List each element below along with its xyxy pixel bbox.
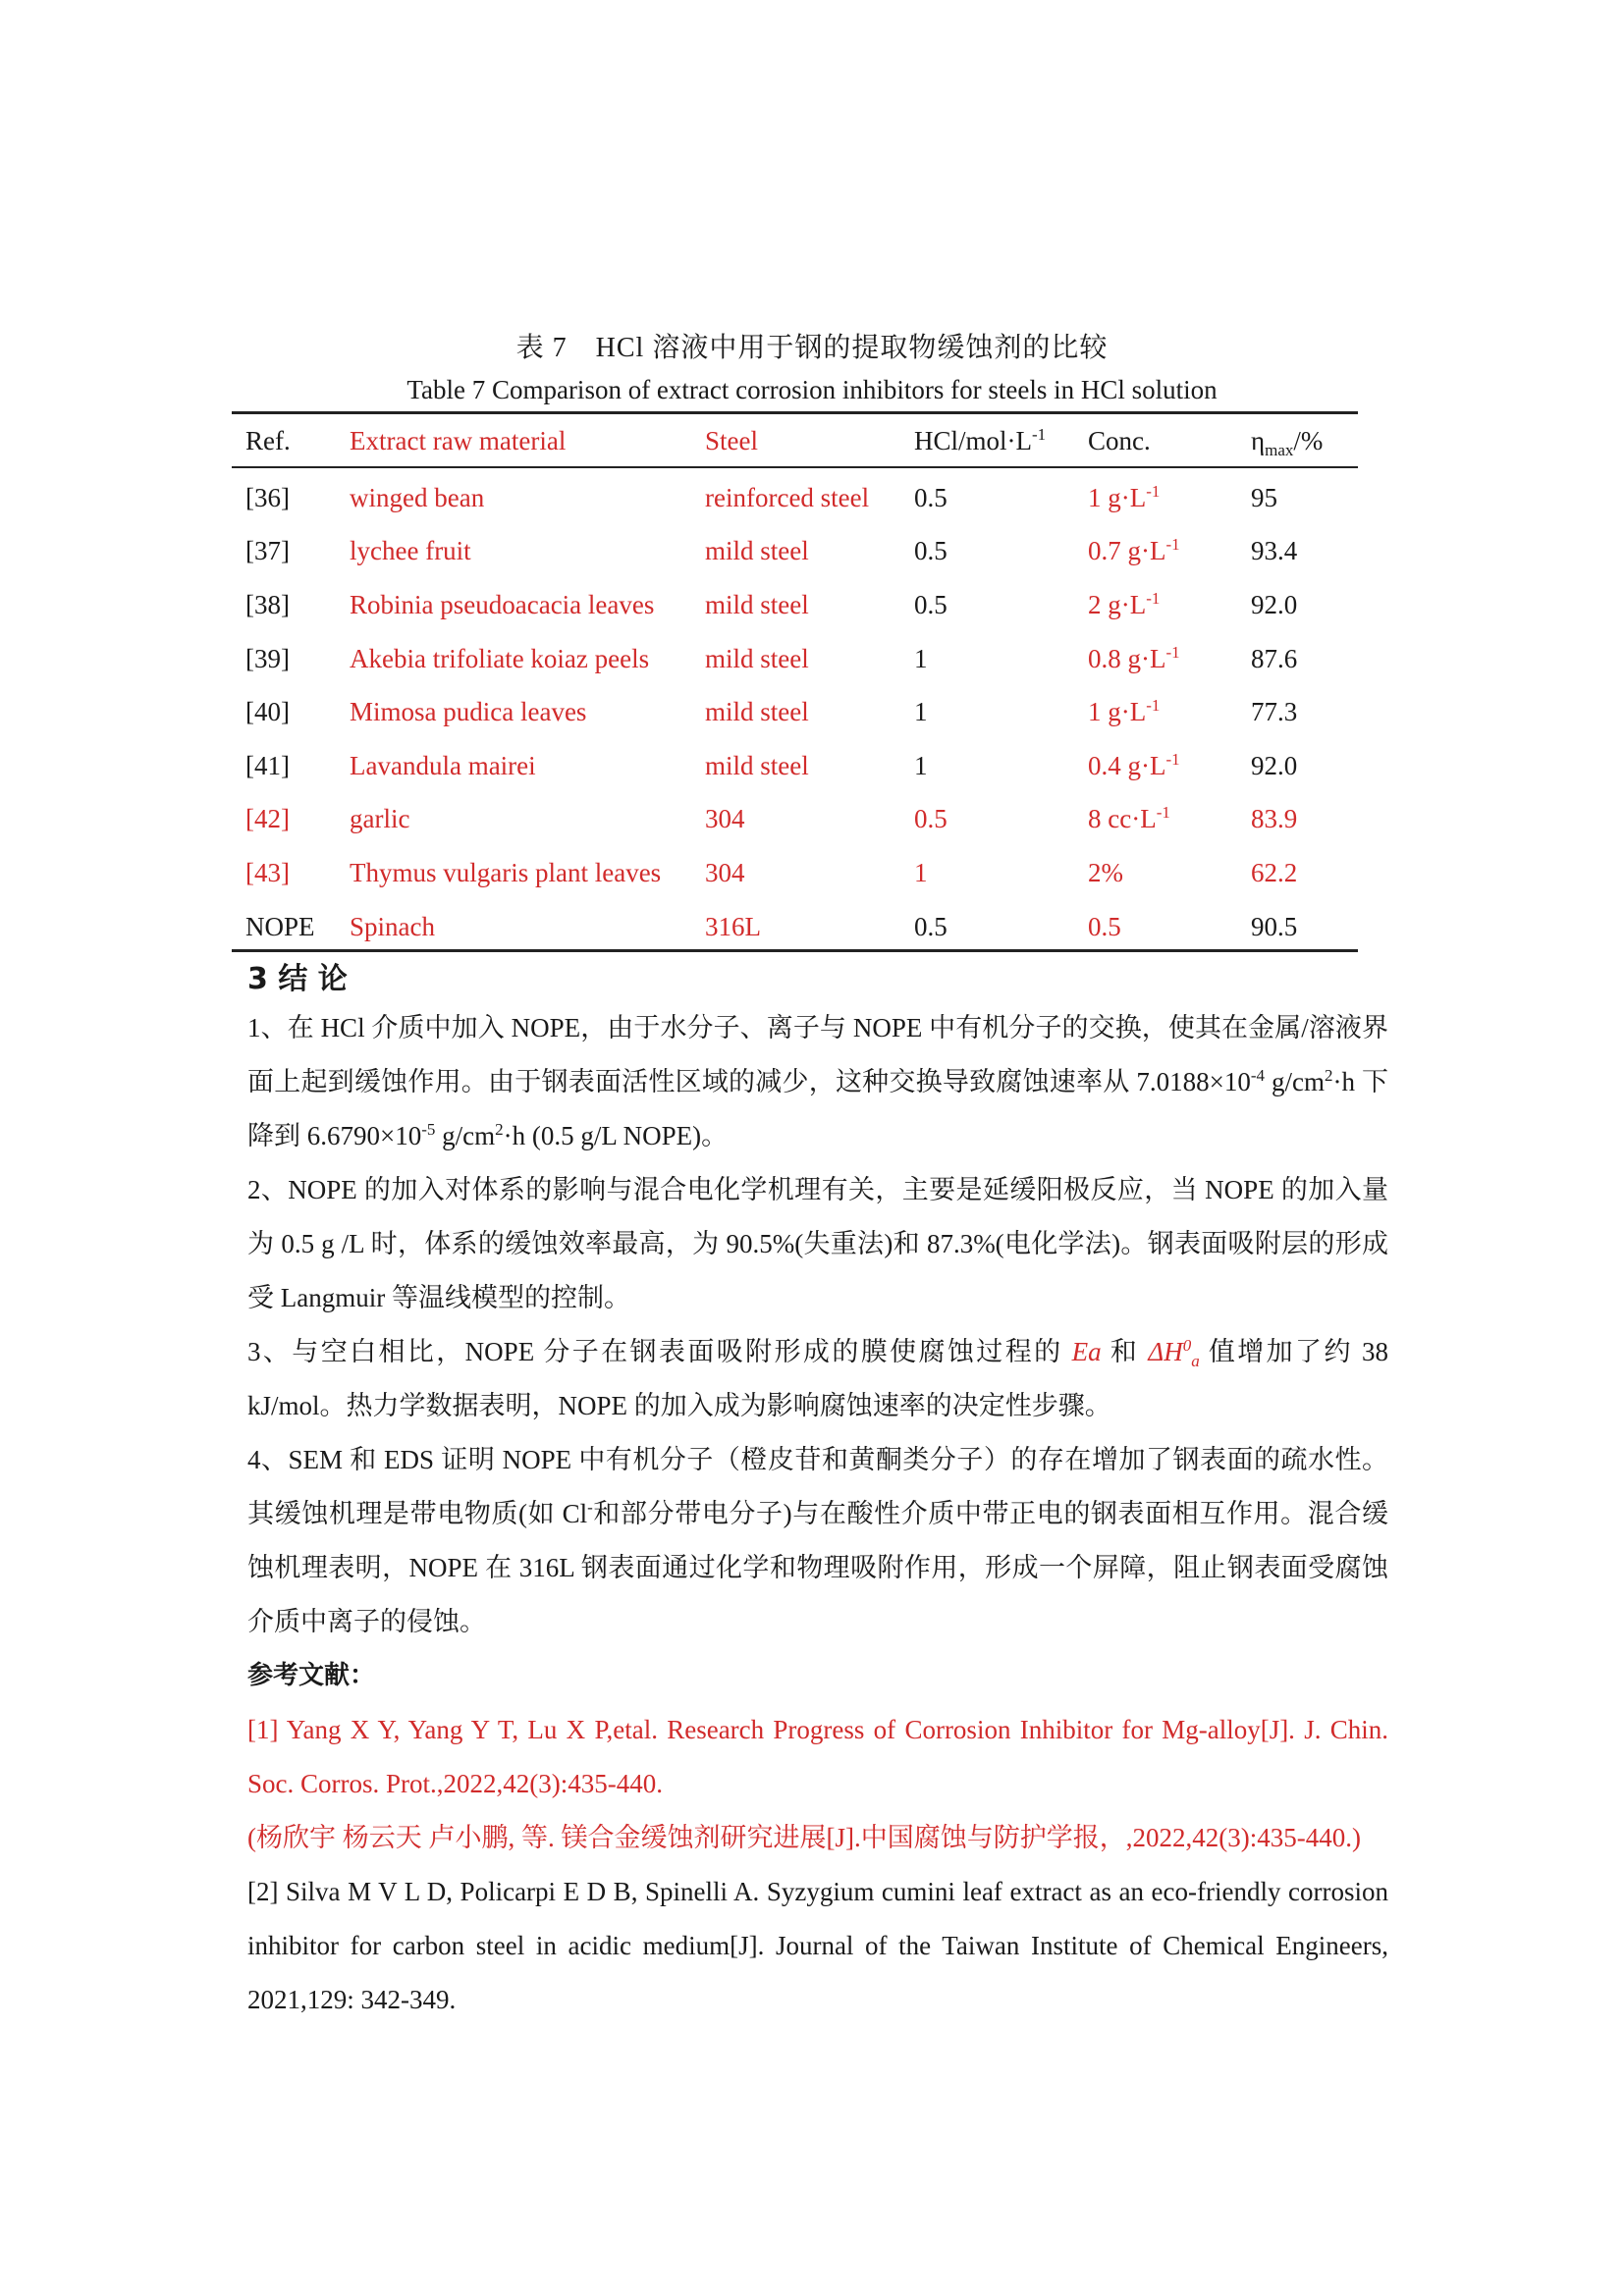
cell-hcl: 1 xyxy=(914,643,928,673)
cell-ref: [42] xyxy=(245,804,290,834)
table-row xyxy=(232,739,1358,793)
table-bottom-rule xyxy=(232,949,1358,952)
cell-steel: 316L xyxy=(705,911,761,941)
cell-conc-sup: -1 xyxy=(1146,696,1161,716)
conclusion-3 xyxy=(247,1325,1388,1433)
cell-ref: [38] xyxy=(245,589,290,619)
cell-material: Spinach xyxy=(350,911,435,941)
cell-conc-sup: -1 xyxy=(1165,642,1180,662)
p3-dh xyxy=(1148,1336,1200,1370)
p1-d: g/cm xyxy=(435,1121,496,1150)
cell-eta: 93.4 xyxy=(1251,536,1298,566)
header-ref: Ref. xyxy=(245,425,291,455)
reference-1-cn: (杨欣宇 杨云天 卢小鹏, 等. 镁合金缓蚀剂研究进展[J].中国腐蚀与防护学报，,2022,42(3):435-440.) xyxy=(247,1823,1361,1852)
cell-material: Thymus vulgaris plant leaves xyxy=(350,857,662,887)
cell-ref: [43] xyxy=(245,857,290,887)
cell-ref: [39] xyxy=(245,643,290,673)
table-row xyxy=(232,685,1358,739)
cell-ref: [41] xyxy=(245,750,290,780)
table-top-rule xyxy=(232,411,1358,414)
table-row xyxy=(232,793,1358,847)
conclusion-2: 2、NOPE 的加入对体系的影响与混合电化学机理有关，主要是延缓阳极反应，当 NOPE 的加入量为 0.5 g /L 时，体系的缓蚀效率最高，为 90.5%(失重法)和 87.3%(电化学法)。钢表面吸附层的形成受 Langmuir 等温线模型的控制。 xyxy=(247,1175,1388,1312)
conclusion-4 xyxy=(247,1433,1388,1649)
header-eta-symbol: η xyxy=(1251,425,1266,455)
p4-b: 和部分带电分子)与在酸性介质中带正电的钢表面相互作用。混合缓蚀机理表明，NOPE 在 316L 钢表面通过化学和物理吸附作用，形成一个屏障，阻止钢表面受腐蚀介质中离子的侵蚀。 xyxy=(247,1499,1388,1636)
p1-sup-2: 2 xyxy=(1325,1066,1333,1085)
header-hcl-text: HCl/mol·L xyxy=(914,425,1032,455)
cell-steel: 304 xyxy=(705,857,745,887)
p3-dh-symbol: ΔH xyxy=(1148,1337,1183,1366)
table-mid-rule xyxy=(232,466,1358,468)
p3-a: 3、与空白相比，NOPE 分子在钢表面吸附形成的膜使腐蚀过程的 xyxy=(247,1337,1072,1366)
cell-hcl: 1 xyxy=(914,750,928,780)
p3-dh-sup: 0 xyxy=(1182,1336,1192,1355)
header-material: Extract raw material xyxy=(350,425,567,455)
p3-c: 值增加了约 38 kJ/mol。热力学数据表明，NOPE 的加入成为影响腐蚀速率的决定性步骤。 xyxy=(247,1337,1389,1420)
table-row xyxy=(232,525,1358,579)
header-hcl xyxy=(900,416,1074,465)
table-row xyxy=(232,846,1358,900)
cell-conc-sup: -1 xyxy=(1165,749,1180,769)
cell-hcl: 0.5 xyxy=(914,911,947,941)
conclusion-1 xyxy=(247,1001,1388,1163)
cell-material: Lavandula mairei xyxy=(350,750,536,780)
cell-hcl: 1 xyxy=(914,697,928,727)
header-eta-tail: /% xyxy=(1293,425,1324,455)
section-title: 3 结 论 xyxy=(247,962,348,996)
p1-sup-1: -4 xyxy=(1250,1066,1266,1085)
cell-eta: 83.9 xyxy=(1251,804,1298,834)
cell-conc xyxy=(1074,471,1237,525)
table-row xyxy=(232,900,1358,954)
reference-2: [2] Silva M V L D, Policarpi E D B, Spinelli A. Syzygium cumini leaf extract as an eco-friendly corrosion inhibitor for carbon steel in acidic medium[J]. Journal of the Taiwan Institute of Chemical Engineers, 2021,129: 342-349. xyxy=(247,1877,1388,2014)
table-header xyxy=(232,416,1358,465)
table-header-row xyxy=(232,416,1358,465)
cell-steel: mild steel xyxy=(705,643,809,673)
cell-steel: mild steel xyxy=(705,536,809,566)
table-row xyxy=(232,578,1358,632)
header-hcl-sup: -1 xyxy=(1032,424,1047,444)
cell-eta: 92.0 xyxy=(1251,589,1298,619)
cell-hcl: 0.5 xyxy=(914,536,947,566)
reference-1-en: [1] Yang X Y, Yang Y T, Lu X P,etal. Research Progress of Corrosion Inhibitor for Mg-alloy[J]. J. Chin. Soc. Corros. Prot.,2022,42(3):435-440. xyxy=(247,1715,1388,1798)
cell-conc-text: 1 g·L xyxy=(1088,482,1147,512)
cell-conc-text: 8 cc·L xyxy=(1088,804,1157,834)
p4-a: 4、SEM 和 EDS 证明 NOPE 中有机分子（橙皮苷和黄酮类分子）的存在增加了钢表面的疏水性。其缓蚀机理是带电物质(如 Cl xyxy=(247,1445,1388,1528)
p1-b: g/cm xyxy=(1265,1067,1326,1096)
cell-steel: mild steel xyxy=(705,697,809,727)
cell-conc-sup: -1 xyxy=(1146,481,1161,501)
cell-material: Robinia pseudoacacia leaves xyxy=(350,589,655,619)
cell-conc xyxy=(1074,632,1237,686)
references-title: 参考文献： xyxy=(247,1661,376,1690)
cell-conc-sup: -1 xyxy=(1146,588,1161,608)
cell-eta: 77.3 xyxy=(1251,697,1298,727)
cell-ref: [37] xyxy=(245,536,290,566)
cell-eta: 92.0 xyxy=(1251,750,1298,780)
cell-steel: 304 xyxy=(705,804,745,834)
p4-sup: - xyxy=(587,1498,593,1517)
cell-eta: 95 xyxy=(1251,482,1277,512)
cell-conc xyxy=(1074,578,1237,632)
table-row xyxy=(232,632,1358,686)
table-body xyxy=(232,471,1358,953)
cell-conc xyxy=(1074,739,1237,793)
cell-conc-text: 1 g·L xyxy=(1088,697,1147,727)
cell-conc-text: 2 g·L xyxy=(1088,589,1147,619)
p3-ea: Ea xyxy=(1071,1337,1102,1366)
cell-hcl: 0.5 xyxy=(914,804,947,834)
body-text xyxy=(247,1001,1388,2027)
cell-conc-sup: -1 xyxy=(1156,803,1170,823)
cell-ref: [36] xyxy=(245,482,290,512)
cell-steel: mild steel xyxy=(705,750,809,780)
p1-c: ·h 下降到 6.6790×10 xyxy=(247,1067,1388,1150)
cell-ref: [40] xyxy=(245,697,290,727)
cell-hcl: 0.5 xyxy=(914,589,947,619)
cell-material: lychee fruit xyxy=(350,536,471,566)
p1-sup-3: -5 xyxy=(421,1120,436,1139)
p3-dh-sub: a xyxy=(1191,1352,1200,1370)
cell-conc xyxy=(1074,685,1237,739)
cell-hcl: 1 xyxy=(914,857,928,887)
header-steel: Steel xyxy=(705,425,758,455)
p3-b: 和 xyxy=(1101,1337,1149,1366)
cell-steel: mild steel xyxy=(705,589,809,619)
table-caption-en: Table 7 Comparison of extract corrosion inhibitors for steels in HCl solution xyxy=(406,375,1218,404)
p1-a: 1、在 HCl 介质中加入 NOPE，由于水分子、离子与 NOPE 中有机分子的交换，使其在金属/溶液界面上起到缓蚀作用。由于钢表面活性区域的减少，这种交换导致腐蚀速率从 7.0188×10 xyxy=(247,1013,1388,1096)
cell-conc-text: 0.5 xyxy=(1088,911,1121,941)
cell-material: winged bean xyxy=(350,482,485,512)
cell-eta: 87.6 xyxy=(1251,643,1298,673)
header-conc: Conc. xyxy=(1088,425,1151,455)
cell-eta: 62.2 xyxy=(1251,857,1298,887)
p1-sup-4: 2 xyxy=(495,1120,504,1139)
cell-conc xyxy=(1074,793,1237,847)
cell-hcl: 0.5 xyxy=(914,482,947,512)
cell-conc-text: 0.8 g·L xyxy=(1088,643,1166,673)
cell-material: Akebia trifoliate koiaz peels xyxy=(350,643,650,673)
header-eta xyxy=(1237,416,1358,465)
table-caption-cn: 表 7 HCl 溶液中用于钢的提取物缓蚀剂的比较 xyxy=(515,333,1109,363)
table-row xyxy=(232,471,1358,525)
cell-steel: reinforced steel xyxy=(705,482,870,512)
cell-material: Mimosa pudica leaves xyxy=(350,697,587,727)
cell-conc xyxy=(1074,525,1237,579)
cell-conc xyxy=(1074,846,1237,900)
cell-material: garlic xyxy=(350,804,410,834)
cell-conc-text: 0.7 g·L xyxy=(1088,536,1166,566)
header-eta-sub: max xyxy=(1265,440,1294,459)
cell-conc-text: 0.4 g·L xyxy=(1088,750,1166,780)
cell-ref: NOPE xyxy=(245,911,315,941)
cell-conc-text: 2% xyxy=(1088,857,1123,887)
cell-conc xyxy=(1074,900,1237,954)
cell-conc-sup: -1 xyxy=(1165,535,1180,555)
cell-eta: 90.5 xyxy=(1251,911,1298,941)
p1-e: ·h (0.5 g/L NOPE)。 xyxy=(503,1121,729,1150)
